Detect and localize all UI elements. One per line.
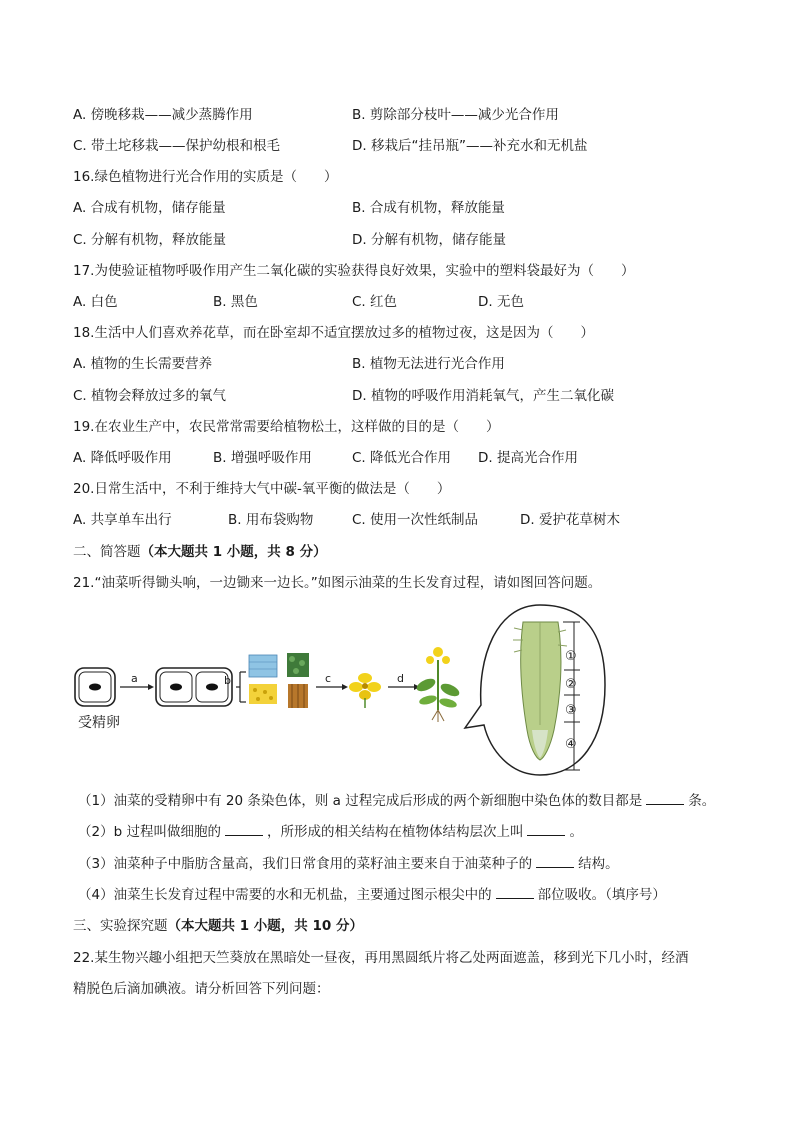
q20-option-c: C. 使用一次性纸制品 [352,512,479,528]
q21-part-1-text: （1）油菜的受精卵中有 20 条染色体，则 a 过程完成后形成的两个新细胞中染色体的数目都是 [78,793,643,809]
q21-part-2-mid: ，所形成的相关结构在植物体结构层次上叫 [266,824,524,840]
answer-blank[interactable] [536,855,574,868]
q21-part-3 [78,852,619,872]
q16-option-b: B. 合成有机物，释放能量 [352,200,505,216]
q21-part-4 [78,883,666,903]
q18-option-b: B. 植物无法进行光合作用 [352,356,505,372]
root-zone-3-label: ③ [565,703,577,718]
q21-part-4-text: （4）油菜生长发育过程中需要的水和无机盐，主要通过图示根尖中的 [78,887,492,903]
root-zone-4-label: ④ [565,737,577,752]
arrow-a-label: a [131,672,138,685]
q20-option-b: B. 用布袋购物 [228,512,314,528]
q19-stem: 19.在农业生产中，农民常常需要给植物松土，这样做的目的是（ ） [73,419,500,435]
q22-stem-line-2: 精脱色后滴加碘液。请分析回答下列问题： [73,981,330,997]
q15-option-c: C. 带土坨移栽——保护幼根和根毛 [73,138,281,154]
q21-stem: 21.“油菜听得锄头响，一边锄来一边长。”如图示油菜的生长发育过程，请如图回答问题。 [73,575,602,591]
section-3-title: 三、实验探究题 [73,918,168,934]
root-zone-1-label: ① [565,649,577,664]
two-cells [156,668,232,706]
q15-option-d: D. 移栽后“挂吊瓶”——补充水和无机盐 [352,138,588,154]
q16-option-d: D. 分解有机物，储存能量 [352,232,506,248]
q18-option-c: C. 植物会释放过多的氧气 [73,388,227,404]
q22-stem-line-1: 22.某生物兴趣小组把天竺葵放在黑暗处一昼夜，再用黑圆纸片将乙处两面遮盖，移到光下几小时，经酒 [73,950,689,966]
answer-blank[interactable] [225,823,263,836]
q19-option-d: D. 提高光合作用 [478,450,578,466]
section-2-heading [73,540,327,560]
arrow-d-label: d [397,672,404,685]
q21-part-2-tail: 。 [569,824,583,840]
q18-option-a: A. 植物的生长需要营养 [73,356,213,372]
q21-part-2 [78,820,583,840]
tissue-icons [249,653,309,708]
q17-stem: 17.为使验证植物呼吸作用产生二氧化碳的实验获得良好效果，实验中的塑料袋最好为（ ） [73,263,635,279]
q18-stem: 18.生活中人们喜欢养花草，而在卧室却不适宜摆放过多的植物过夜，这是因为（ ） [73,325,594,341]
q17-option-b: B. 黑色 [213,294,258,310]
section-3-note: （本大题共 1 小题，共 10 分） [167,918,363,934]
q20-stem: 20.日常生活中，不利于维持大气中碳-氧平衡的做法是（ ） [73,481,451,497]
section-2-title: 二、简答题 [73,544,141,560]
rapeseed-plant-icon [415,647,461,722]
zygote-cell [75,668,115,706]
q16-stem: 16.绿色植物进行光合作用的实质是（ ） [73,169,338,185]
q21-part-1 [78,789,715,809]
arrow-c-label: c [325,672,332,685]
zygote-label: 受精卵 [78,715,120,731]
q17-option-c: C. 红色 [352,294,398,310]
q15-option-b: B. 剪除部分枝叶——减少光合作用 [352,107,559,123]
q15-option-a: A. 傍晚移栽——减少蒸腾作用 [73,107,253,123]
q21-part-3-tail: 结构。 [578,856,619,872]
q16-option-a: A. 合成有机物，储存能量 [73,200,226,216]
q21-part-1-tail: 条。 [688,793,716,809]
q20-option-a: A. 共享单车出行 [73,512,172,528]
arrow-b-label: b [224,674,231,687]
section-2-note: （本大题共 1 小题，共 8 分） [140,544,327,560]
q19-option-a: A. 降低呼吸作用 [73,450,172,466]
q21-part-3-text: （3）油菜种子中脂肪含量高，我们日常食用的菜籽油主要来自于油菜种子的 [78,856,533,872]
answer-blank[interactable] [527,823,565,836]
q19-option-c: C. 降低光合作用 [352,450,452,466]
rapeseed-development-diagram [70,600,610,780]
q21-part-4-tail: 部位吸收。（填序号） [537,887,666,903]
q17-option-d: D. 无色 [478,294,524,310]
q18-option-d: D. 植物的呼吸作用消耗氧气，产生二氧化碳 [352,388,614,404]
flower-icon [349,673,381,708]
section-3-heading [73,914,363,934]
q16-option-c: C. 分解有机物，释放能量 [73,232,227,248]
root-zone-2-label: ② [565,677,577,692]
answer-blank[interactable] [496,886,534,899]
answer-blank[interactable] [646,792,684,805]
q19-option-b: B. 增强呼吸作用 [213,450,312,466]
q21-part-2-text: （2）b 过程叫做细胞的 [78,824,221,840]
q17-option-a: A. 白色 [73,294,118,310]
q20-option-d: D. 爱护花草树木 [520,512,620,528]
